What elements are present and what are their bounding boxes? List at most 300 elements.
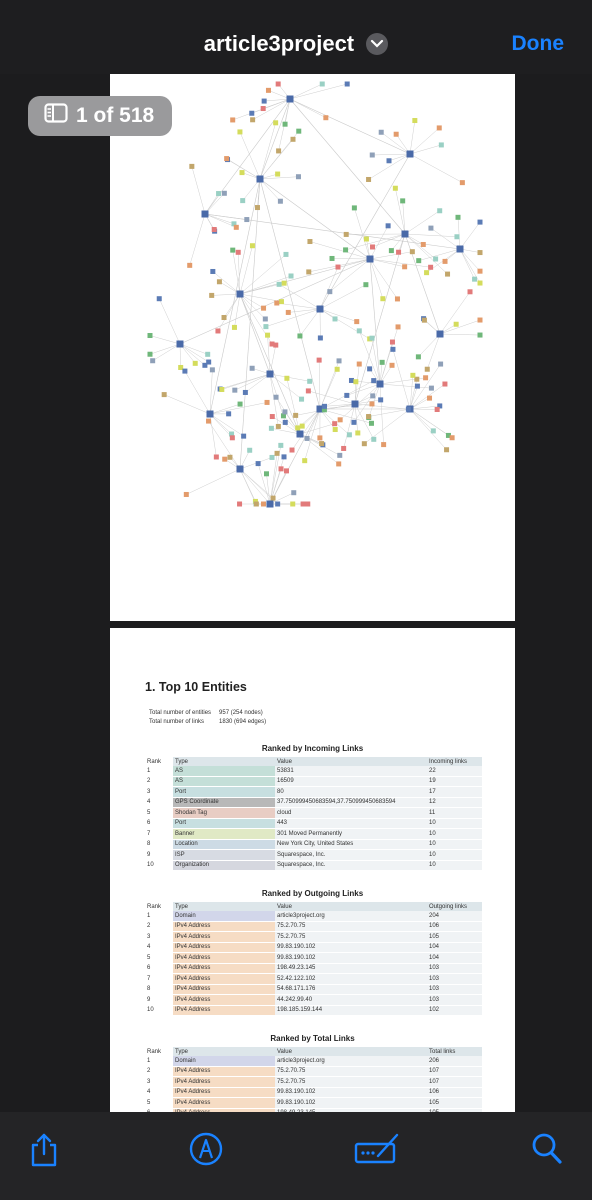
graph-node [367,366,372,371]
graph-hub-node [352,401,359,408]
graph-node [291,490,296,495]
cell-type: Port [173,787,275,798]
cell-value: 99.83.190.102 [275,953,427,964]
graph-node [460,180,465,185]
cell-type: ISP [173,850,275,861]
graph-node [396,324,401,329]
cell-value: Squarespace, Inc. [275,860,427,871]
graph-node [307,239,312,244]
graph-node [265,400,270,405]
cell-rank: 10 [145,860,173,871]
graph-node [371,378,376,383]
graph-edge [240,179,260,469]
table-row [145,963,482,974]
column-header: Outgoing links [427,902,482,911]
cell-type: IPv4 Address [173,921,275,932]
graph-node [273,120,278,125]
cell-rank: 6 [145,818,173,829]
table-row [145,787,482,798]
table-row [145,1077,482,1088]
graph-node [478,318,483,323]
graph-edge [263,99,290,109]
graph-node [157,296,162,301]
graph-edge [419,249,460,261]
done-button[interactable]: Done [511,32,564,55]
graph-node [424,270,429,275]
graph-edge [410,154,462,183]
graph-edge [290,84,322,99]
table-row [145,829,482,840]
graph-edge [372,154,410,155]
graph-edge [460,249,475,279]
graph-node [332,421,337,426]
table-row [145,776,482,787]
cell-type: IPv4 Address [173,932,275,943]
graph-node [269,426,274,431]
cell-count: 103 [427,984,482,995]
graph-node [306,388,311,393]
cell-type: AS [173,766,275,776]
graph-edge [290,84,347,99]
cell-type: Banner [173,829,275,840]
graph-node [410,249,415,254]
graph-node [148,352,153,357]
graph-node [283,420,288,425]
graph-edge [245,374,270,392]
document-title-menu[interactable] [0,30,592,57]
cell-type: IPv4 Address [173,995,275,1006]
graph-node [370,393,375,398]
graph-node [366,414,371,419]
graph-node [337,358,342,363]
table-row [145,860,482,871]
graph-hub-node [237,466,244,473]
graph-node [275,451,280,456]
graph-hub-node [367,256,374,263]
graph-node [412,118,417,123]
graph-node [289,273,294,278]
column-header: Rank [145,1047,173,1056]
cell-rank: 4 [145,1087,173,1098]
cell-value: 44.242.99.40 [275,995,427,1006]
cell-rank: 2 [145,921,173,932]
cell-type: IPv4 Address [173,942,275,953]
graph-node [261,106,266,111]
graph-node [431,428,436,433]
graph-node [282,454,287,459]
table-row [145,839,482,850]
cell-type: IPv4 Address [173,953,275,964]
thumbnail-sidebar-icon[interactable] [44,103,68,129]
graph-node [396,250,401,255]
graph-edge [258,464,270,504]
graph-node [422,318,427,323]
graph-node [344,393,349,398]
graph-edge [227,159,260,179]
graph-node [370,244,375,249]
cell-value: Squarespace, Inc. [275,850,427,861]
table-row [145,808,482,819]
chevron-down-icon[interactable] [366,33,388,55]
graph-node [202,363,207,368]
graph-node [478,269,483,274]
summary-label: Total number of links [149,718,205,725]
graph-edge [370,259,397,299]
cell-count: 19 [427,776,482,787]
cell-count: 10 [427,818,482,829]
graph-node [222,315,227,320]
graph-node [478,281,483,286]
graph-edge [332,258,370,259]
graph-node [205,352,210,357]
graph-node [428,226,433,231]
cell-rank: 5 [145,1098,173,1109]
graph-edge [290,99,326,118]
cell-rank: 3 [145,787,173,798]
graph-node [237,502,242,507]
graph-hub-node [437,331,444,338]
cell-rank: 4 [145,942,173,953]
graph-edge [370,259,383,299]
cell-count: 103 [427,995,482,1006]
graph-node [275,172,280,177]
column-header: Rank [145,902,173,911]
graph-edge [240,246,252,294]
graph-node [206,419,211,424]
graph-node [415,384,420,389]
graph-node [336,461,341,466]
cell-type: Domain [173,1056,275,1066]
graph-node [437,125,442,130]
graph-edge [153,344,180,361]
table-header-row [145,1047,482,1056]
graph-node [270,455,275,460]
graph-edge [300,309,320,336]
graph-node [301,502,306,507]
cell-type: IPv4 Address [173,974,275,985]
graph-edge [185,371,210,414]
graph-edge [355,400,381,404]
cell-count: 107 [427,1077,482,1088]
graph-node [468,289,473,294]
graph-node [349,378,354,383]
cell-count: 107 [427,1066,482,1077]
column-header: Type [173,1047,275,1056]
cell-count: 10 [427,850,482,861]
graph-edge [260,123,276,179]
cell-count: 106 [427,921,482,932]
graph-node [284,376,289,381]
graph-edge [410,145,441,154]
cell-count: 206 [427,1056,482,1066]
graph-node [354,319,359,324]
graph-node [274,395,279,400]
cell-value: 99.83.190.102 [275,942,427,953]
graph-node [400,198,405,203]
graph-node [443,259,448,264]
cell-rank: 1 [145,911,173,921]
column-header: Value [275,757,427,766]
graph-edge [344,404,355,448]
graph-edge [235,374,270,390]
graph-node [364,236,369,241]
cell-value: 75.2.70.75 [275,1077,427,1088]
table-row [145,921,482,932]
graph-edge [310,242,370,259]
graph-node [428,265,433,270]
cell-value: article3project.org [275,911,427,921]
summary-value: 957 (254 nodes) [219,709,263,716]
share-icon[interactable] [28,1132,60,1173]
search-icon[interactable] [531,1132,563,1171]
graph-node [341,446,346,451]
table-row [145,1066,482,1077]
navigation-bar [0,0,592,74]
cell-value: 75.2.70.75 [275,1066,427,1077]
cell-value: cloud [275,808,427,819]
graph-edge [213,271,240,294]
cell-count: 10 [427,860,482,871]
cell-value: 80 [275,787,427,798]
pdf-page-2[interactable] [110,628,515,1112]
graph-node [290,448,295,453]
graph-node [370,153,375,158]
graph-node [189,164,194,169]
graph-node [369,336,374,341]
graph-node [337,453,342,458]
graph-node [232,325,237,330]
graph-node [261,502,266,507]
cell-count: 10 [427,829,482,840]
cell-type: IPv4 Address [173,1087,275,1098]
graph-node [276,82,281,87]
graph-node [380,360,385,365]
signature-icon[interactable] [354,1132,400,1171]
graph-node [210,367,215,372]
cell-rank: 2 [145,776,173,787]
graph-node [333,316,338,321]
cell-rank: 3 [145,932,173,943]
graph-edge [210,414,244,436]
cell-count: 104 [427,942,482,953]
graph-node [284,468,289,473]
cell-type: IPv4 Address [173,1098,275,1109]
graph-node [318,335,323,340]
graph-edge [320,309,370,339]
graph-node [387,158,392,163]
graph-node [416,258,421,263]
graph-node [362,441,367,446]
graph-edge [410,409,452,438]
graph-node [345,82,350,87]
graph-node [435,407,440,412]
graph-edge [410,128,439,154]
graph-node [276,148,281,153]
graph-node [347,432,352,437]
cell-rank: 9 [145,850,173,861]
graph-edge [320,309,357,322]
table-row [145,1056,482,1066]
graph-node [286,310,291,315]
graph-node [319,441,324,446]
graph-node [270,414,275,419]
cell-count: 103 [427,963,482,974]
graph-node [335,265,340,270]
graph-node [296,174,301,179]
cell-type: Domain [173,911,275,921]
graph-node [416,354,421,359]
graph-node [264,471,269,476]
network-graph [110,74,515,621]
report-content [145,680,480,1161]
graph-node [241,434,246,439]
summary-value: 1830 (694 edges) [219,718,267,725]
graph-edge [440,292,470,334]
graph-node [395,296,400,301]
graph-edge [240,469,256,504]
graph-node [423,375,428,380]
table-row [145,1005,482,1016]
cell-type: Organization [173,860,275,871]
graph-node [330,256,335,261]
graph-node [293,413,298,418]
page-indicator[interactable] [28,96,172,136]
graph-node [317,435,322,440]
graph-node [278,199,283,204]
graph-node [427,396,432,401]
cell-value: 301 Moved Permanently [275,829,427,840]
graph-node [390,340,395,345]
graph-node [237,129,242,134]
graph-node [454,234,459,239]
graph-node [355,430,360,435]
graph-edge [307,409,320,438]
ranking-table [145,757,482,871]
graph-edge [205,214,234,224]
cell-value: 99.83.190.102 [275,1087,427,1098]
column-header: Rank [145,757,173,766]
graph-node [266,88,271,93]
cell-rank: 5 [145,953,173,964]
graph-node [230,435,235,440]
graph-node [317,358,322,363]
graph-node [212,227,217,232]
pdf-page-1[interactable] [110,74,515,621]
cell-rank: 8 [145,984,173,995]
graph-node [389,248,394,253]
graph-node [429,386,434,391]
cell-type: IPv4 Address [173,1066,275,1077]
graph-hub-node [237,291,244,298]
graph-node [357,362,362,367]
graph-node [210,269,215,274]
graph-node [249,111,254,116]
cell-value: 198.49.23.145 [275,963,427,974]
graph-node [352,205,357,210]
graph-edge [230,457,270,504]
graph-node [215,328,220,333]
graph-edge [253,99,290,120]
cell-type: IPv4 Address [173,963,275,974]
graph-node [274,301,279,306]
graph-edges [150,84,480,504]
graph-node [296,129,301,134]
section-title: Ranked by Total Links [270,1034,355,1043]
graph-edge [405,234,457,237]
graph-edge [224,294,240,318]
bottom-toolbar [0,1112,592,1200]
graph-edge [260,179,370,259]
column-header: Type [173,757,275,766]
graph-node [261,306,266,311]
graph-node [283,252,288,257]
graph-node [351,420,356,425]
graph-node [279,299,284,304]
cell-type: IPv4 Address [173,1005,275,1016]
graph-node [219,387,224,392]
graph-hub-node [177,341,184,348]
graph-node [282,409,287,414]
column-header: Total links [427,1047,482,1056]
table-row [145,953,482,964]
graph-node [353,379,358,384]
graph-node [386,223,391,228]
cell-type: Port [173,818,275,829]
graph-hub-node [457,246,464,253]
graph-node [222,191,227,196]
graph-node [478,220,483,225]
table-row [145,797,482,808]
graph-edge [319,360,320,409]
cell-rank: 1 [145,766,173,776]
graph-node [433,257,438,262]
graph-edge [320,409,371,423]
graph-node [379,130,384,135]
cell-rank: 7 [145,974,173,985]
markup-icon[interactable] [189,1132,223,1171]
graph-node [323,115,328,120]
graph-node [306,269,311,274]
graph-edge [260,177,298,179]
graph-hub-node [202,211,209,218]
graph-edge [192,166,205,214]
ranking-sections [145,744,480,1161]
graph-edge [180,344,205,365]
cell-value: 37.750999450683594,37.750999450683594 [275,797,427,808]
graph-node [335,367,340,372]
cell-rank: 10 [145,1005,173,1016]
cell-count: 22 [427,766,482,776]
graph-node [250,243,255,248]
graph-node [371,437,376,442]
summary-row [145,708,270,717]
graph-edge [393,349,410,409]
table-header-row [145,757,482,766]
graph-node [454,322,459,327]
table-row [145,1087,482,1098]
cell-rank: 9 [145,995,173,1006]
graph-node [250,117,255,122]
graph-node [247,448,252,453]
graph-node [305,502,310,507]
graph-node [302,458,307,463]
graph-node [305,436,310,441]
graph-edge [458,217,460,249]
graph-node [344,232,349,237]
graph-node [226,411,231,416]
ranking-table [145,902,482,1016]
section-title: Ranked by Incoming Links [261,744,364,753]
